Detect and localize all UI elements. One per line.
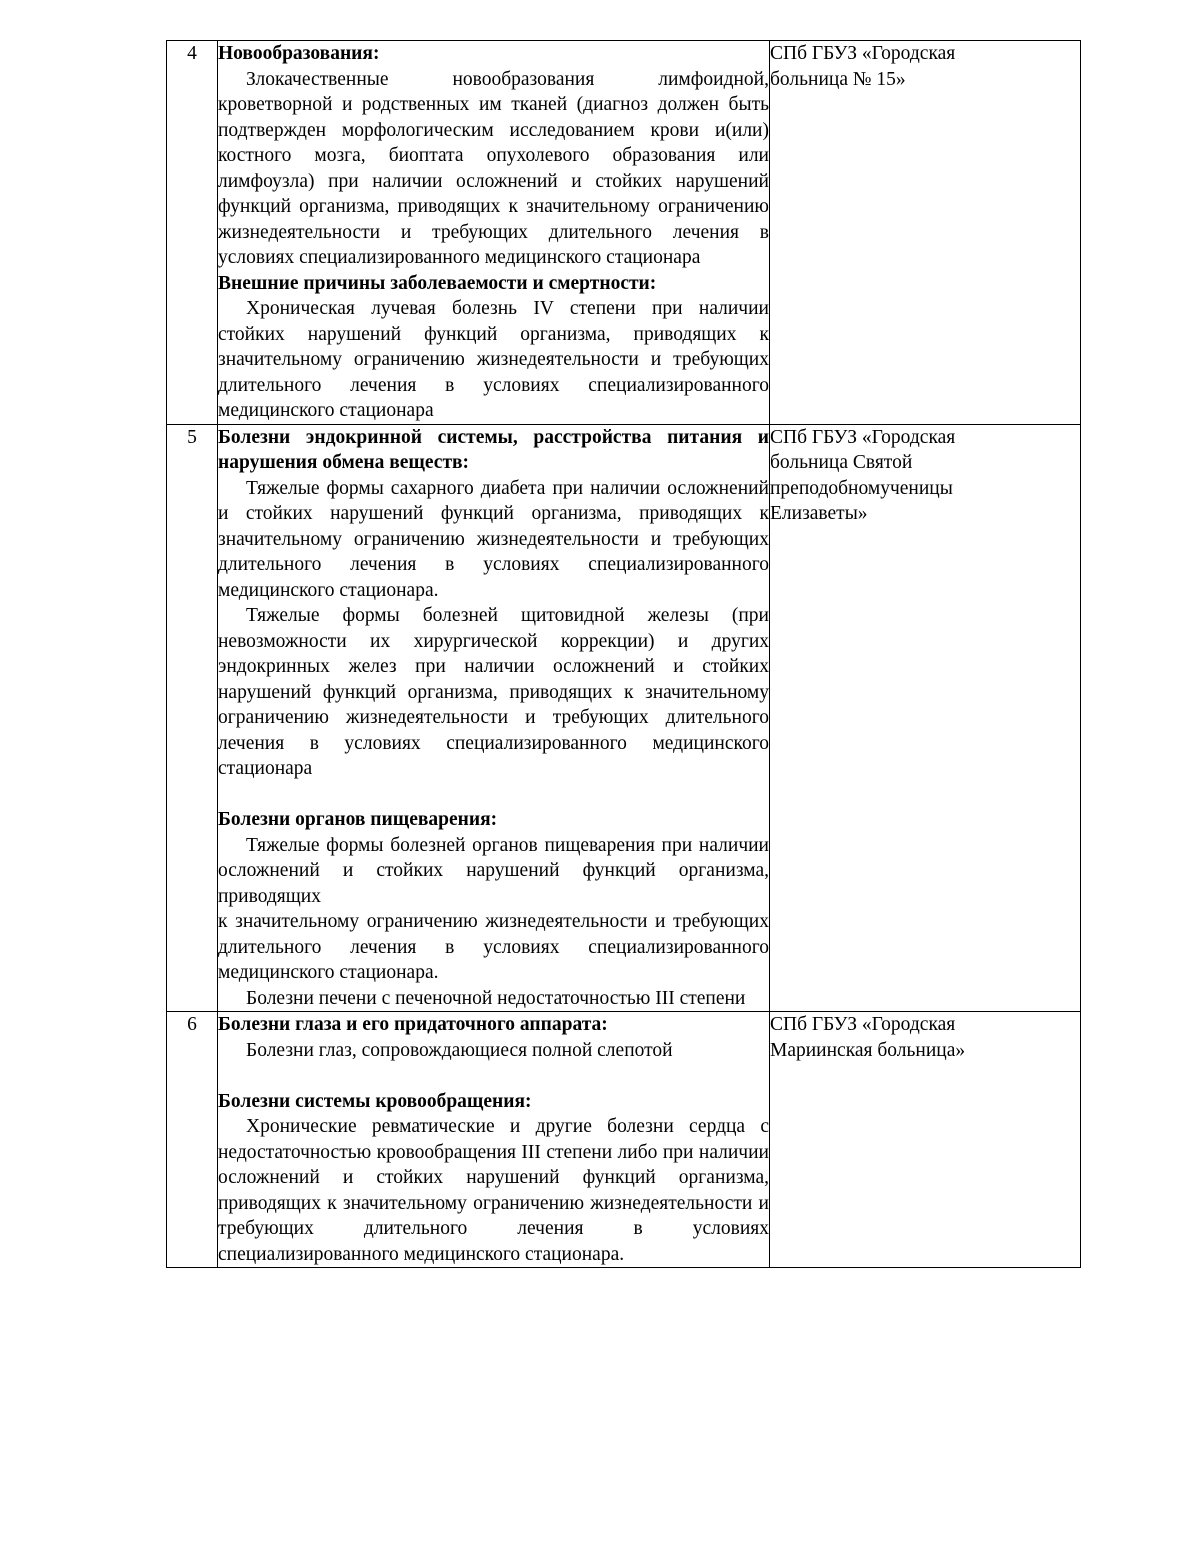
hospital-name-line: больница Святой xyxy=(770,452,913,473)
condition-paragraph: Тяжелые формы сахарного диабета при наличии осложнений и стойких нарушений функций организма, приводящих к значительному ограничению жизнедеятельности и требующих длительного лечения в условиях специализированного медицинского стационара. xyxy=(218,477,769,601)
hospital-cell xyxy=(770,424,1081,1012)
condition-paragraph: Хронические ревматические и другие болезни сердца с недостаточностью кровообращения III степени либо при наличии осложнений и стойких нарушений функций организма, приводящих к значительному ограничению жизнедеятельности и требующих длительного лечения в условиях специализированного медицинского стационара. xyxy=(218,1116,769,1265)
condition-paragraph: Злокачественные новообразования лимфоидной, кроветворной и родственных им тканей (диагноз должен быть подтвержден морфологическим исследованием крови и(или) костного мозга, биоптата опухолевого образования или лимфоузла) при наличии осложнений и стойких нарушений функций организма, приводящих к значительному ограничению жизнедеятельности и требующих длительного лечения в условиях специализированного медицинского стационара xyxy=(218,68,769,268)
condition-paragraph: Хроническая лучевая болезнь IV степени при наличии стойких нарушений функций организма, приводящих к значительному ограничению жизнедеятельности и требующих длительного лечения в условиях специализированного медицинского стационара xyxy=(218,298,769,421)
condition-paragraph: Болезни печени с печеночной недостаточностью III степени xyxy=(246,987,746,1009)
hospital-name-line: преподобномученицы xyxy=(770,477,953,499)
row-number: 5 xyxy=(167,424,218,1012)
section-heading: Болезни эндокринной системы, расстройства питания и нарушения обмена веществ: xyxy=(218,426,769,473)
section-heading: Болезни органов пищеварения: xyxy=(218,809,498,830)
section-heading: Внешние причины заболеваемости и смертности: xyxy=(218,272,657,294)
condition-paragraph: Тяжелые формы болезней щитовидной железы (при невозможности их хирургической коррекции) и других эндокринных желез при наличии осложнений и стойких нарушений функций организма, приводящих к значительному ограничению жизнедеятельности и требующих длительного лечения в условиях специализированного медицинского стационара xyxy=(218,605,769,779)
row-number: 6 xyxy=(167,1012,218,1268)
condition-paragraph: Болезни глаз, сопровождающиеся полной слепотой xyxy=(246,1039,673,1061)
hospital-name-line: СПб ГБУЗ «Городская xyxy=(770,1014,956,1035)
disease-description-cell xyxy=(218,1012,770,1268)
table-row xyxy=(167,1012,1081,1268)
section-heading: Болезни глаза и его придаточного аппарата: xyxy=(218,1014,608,1035)
hospital-cell xyxy=(770,41,1081,425)
section-heading: Болезни системы кровообращения: xyxy=(218,1090,532,1112)
table-row xyxy=(167,41,1081,425)
hospital-cell xyxy=(770,1012,1081,1268)
blank-line xyxy=(218,1063,769,1089)
disease-hospital-table xyxy=(166,40,1081,1268)
hospital-name-line: СПб ГБУЗ «Городская xyxy=(770,43,956,64)
condition-paragraph: Тяжелые формы болезней органов пищеварения при наличии осложнений и стойких нарушений функций организма, приводящих xyxy=(218,834,769,907)
disease-description-cell xyxy=(218,41,770,425)
condition-paragraph: к значительному ограничению жизнедеятельности и требующих длительного лечения в условиях специализированного медицинского стационара. xyxy=(218,911,769,983)
row-number: 4 xyxy=(167,41,218,425)
hospital-name-line: больница № 15» xyxy=(770,68,906,90)
hospital-name-line: Мариинская больница» xyxy=(770,1039,966,1061)
blank-line xyxy=(218,782,769,808)
hospital-name-line: СПб ГБУЗ «Городская xyxy=(770,426,956,448)
disease-description-cell xyxy=(218,424,770,1012)
table-row xyxy=(167,424,1081,1012)
hospital-name-line: Елизаветы» xyxy=(770,503,868,524)
section-heading: Новообразования: xyxy=(218,43,380,64)
